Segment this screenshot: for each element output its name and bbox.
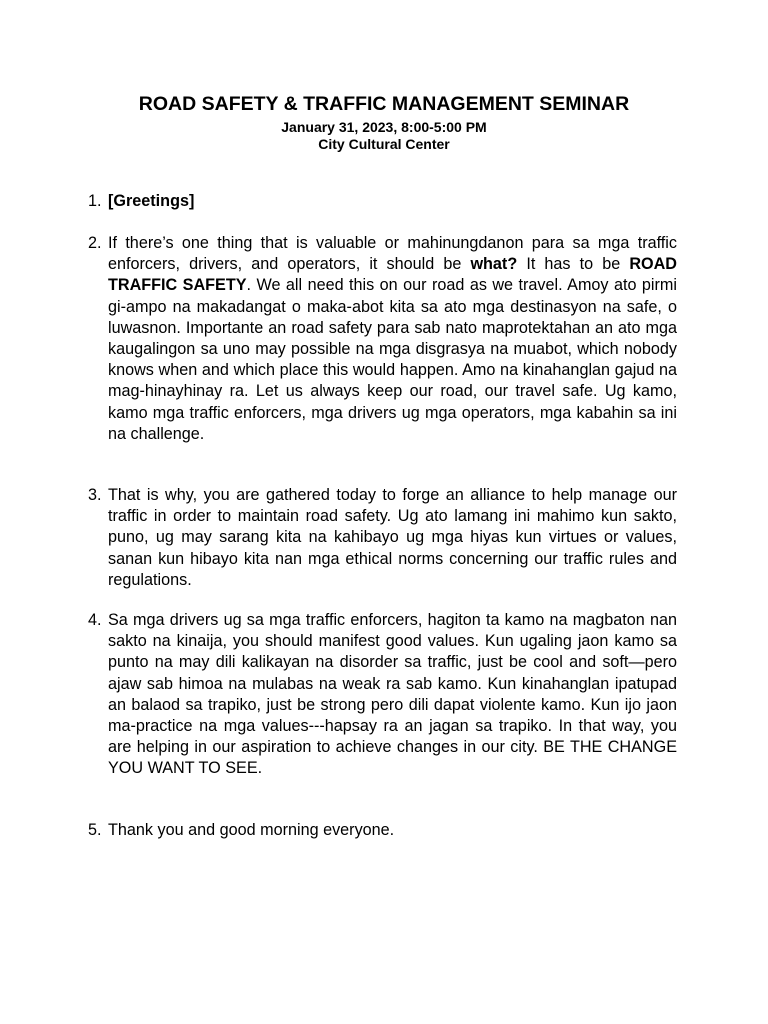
list-item (88, 233, 677, 445)
text-run: Sa mga drivers ug sa mga traffic enforcers, hagiton ta kamo na magbaton nan sakto na kinaija, you should manifest good values. Kun ugaling jaon kamo sa punto na may dili kalikayan na disorder sa traffic, just be cool and soft—pero ajaw sab himoa na mulabas na weak ra sab kamo. Kun kinahanglan ipatupad an balaod sa trapiko, just be strong pero dili dapat violente kamo. Kun ijo jaon ma-practice na mga values---hapsay ra an jagan sa trapiko. In that way, you are helping in our aspiration to achieve changes in our city. BE THE CHANGE YOU WANT TO SEE. (108, 611, 677, 778)
text-run: If there’s one thing that is valuable or mahinungdanon para sa mga traffic enforcers, drivers, and operators, it should be (108, 234, 677, 274)
list-item-number: 5. (88, 821, 102, 839)
list-item (88, 191, 677, 212)
list-item-text (108, 610, 677, 780)
list-item-text (108, 485, 677, 591)
text-run: Thank you and good morning everyone. (108, 821, 395, 839)
list-item (88, 610, 677, 780)
list-item-text (108, 191, 677, 212)
list-item-text (108, 820, 677, 841)
text-run: . We all need this on our road as we travel. Amoy ato pirmi gi-ampo na makadangat o maka-abot kita sa ato mga destinasyon na safe, o luwasnon. Importante an road safety para sab nato maprotektahan an ato mga kaugalingon sa uno may possible na mga disgrasya na muabot, which nobody knows when and which place this would happen. Amo na kinahanglan gajud na mag-hinayhinay ra. Let us always keep our road, our travel safe. Ug kamo, kamo mga traffic enforcers, mga drivers ug mga operators, mga kabahin sa ini na challenge. (108, 276, 677, 443)
document-title: ROAD SAFETY & TRAFFIC MANAGEMENT SEMINAR (138, 93, 630, 115)
list-item (88, 485, 677, 591)
event-venue: City Cultural Center (318, 136, 450, 152)
bold-text-run: what? (470, 255, 518, 274)
bold-text-run: [Greetings] (108, 192, 195, 210)
bold-text-run: ROAD TRAFFIC SAFETY (108, 255, 677, 295)
list-item-number: 3. (88, 486, 102, 504)
text-run: That is why, you are gathered today to forge an alliance to help manage our traffic in order to maintain road safety. Ug ato lamang ini mahimo kun sakto, puno, ug may sarang kita na kahibayo ug mga hiyas kun virtues or values, sanan kun hibayo kita nan mga ethical norms concerning our traffic rules and regulations. (108, 486, 677, 589)
list-item-number: 2. (88, 234, 102, 252)
list-item (88, 820, 677, 841)
text-run: It has to be (517, 255, 630, 274)
event-datetime: January 31, 2023, 8:00-5:00 PM (281, 119, 487, 135)
list-item-number: 4. (88, 611, 102, 629)
list-item-number: 1. (88, 192, 102, 210)
list-item-text (108, 233, 677, 445)
